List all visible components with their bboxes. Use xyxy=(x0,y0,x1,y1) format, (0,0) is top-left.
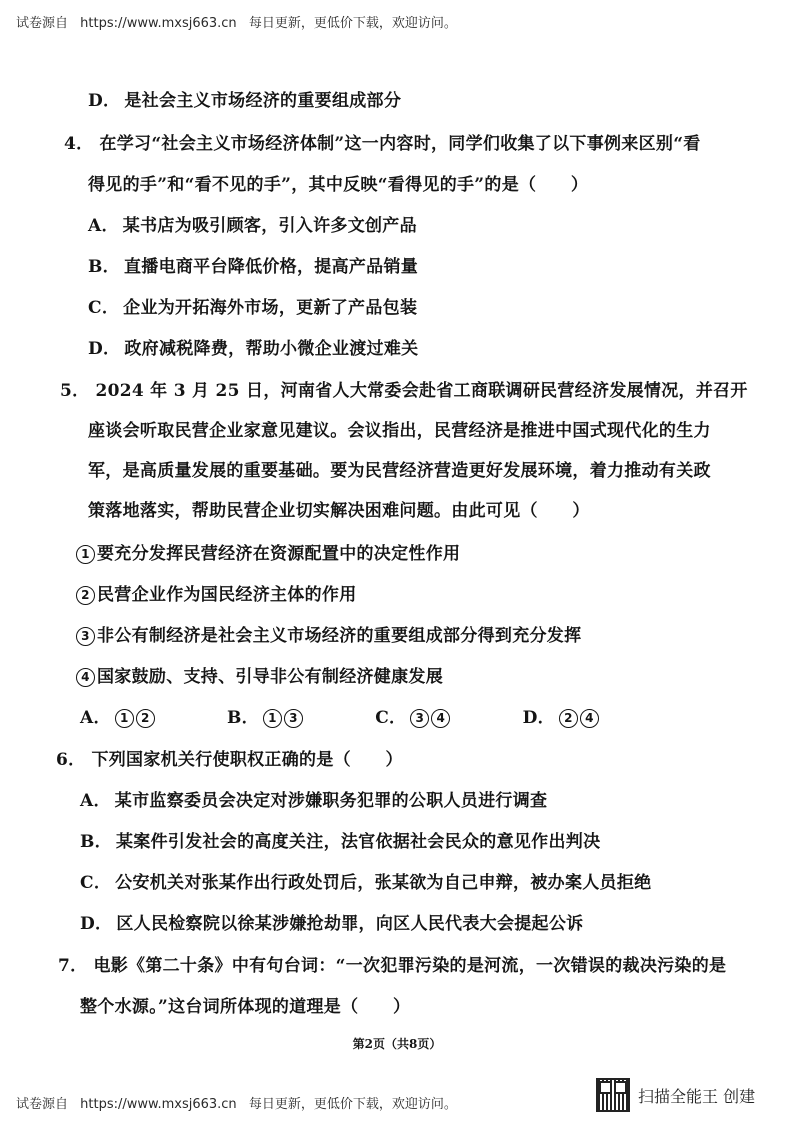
q6-option-a xyxy=(80,786,547,811)
option-letter: A． xyxy=(80,791,111,811)
q6-option-c xyxy=(80,868,651,893)
header-slogan: 每日更新，更低价下载，欢迎访问。 xyxy=(248,16,457,31)
option-text: 政府减税降费，帮助小微企业渡过难关 xyxy=(124,339,419,359)
q5-statement-4 xyxy=(76,662,443,687)
option-text: 公安机关对张某作出行政处罚后，张某欲为自己申辩，被办案人员拒绝 xyxy=(115,873,652,893)
option-text: 某案件引发社会的高度关注，法官依据社会民众的意见作出判决 xyxy=(115,832,601,852)
option-letter: A． xyxy=(88,216,119,236)
circled-number: 4 xyxy=(431,709,450,728)
statement-text: 民营企业作为国民经济主体的作用 xyxy=(97,585,357,605)
choice-letter: B． xyxy=(227,708,259,728)
choice-letter: C． xyxy=(375,708,407,728)
option-text: 某市监察委员会决定对涉嫌职务犯罪的公职人员进行调查 xyxy=(114,791,548,811)
q5-choices xyxy=(80,703,665,728)
option-text: 是社会主义市场经济的重要组成部分 xyxy=(124,91,402,111)
q5-statement-2 xyxy=(76,580,357,605)
circled-number: 2 xyxy=(76,586,95,605)
circled-number: 4 xyxy=(76,668,95,687)
choice-d xyxy=(523,703,601,728)
q7-stem-line2: 整个水源。”这台词所体现的道理是（ ） xyxy=(80,997,411,1017)
circled-number: 3 xyxy=(284,709,303,728)
statement-text: 国家鼓励、支持、引导非公有制经济健康发展 xyxy=(97,667,443,687)
choice-letter: D． xyxy=(522,708,555,728)
statement-text: 非公有制经济是社会主义市场经济的重要组成部分得到充分发挥 xyxy=(97,626,582,646)
q4-option-a xyxy=(88,211,417,236)
circled-number: 1 xyxy=(115,709,134,728)
header-source-label: 试卷源自 xyxy=(16,16,69,31)
question-number: 6． xyxy=(56,750,86,770)
question-number: 7． xyxy=(58,956,88,976)
header-url[interactable]: https://www.mxsj663.cn xyxy=(80,16,237,31)
option-letter: D． xyxy=(88,339,121,359)
option-letter: B． xyxy=(80,832,112,852)
circled-number: 3 xyxy=(410,709,429,728)
footer-source-label: 试卷源自 xyxy=(16,1097,69,1112)
option-text: 直播电商平台降低价格，提高产品销量 xyxy=(123,257,419,277)
question-number: 4． xyxy=(64,134,94,154)
option-text: 区人民检察院以徐某涉嫌抢劫罪，向区人民代表大会提起公诉 xyxy=(116,914,584,934)
q5-stem-line4: 策落地落实，帮助民营企业切实解决困难问题。由此可见（ ） xyxy=(88,501,590,521)
q5-stem-line2: 座谈会听取民营企业家意见建议。会议指出，民营经济是推进中国式现代化的生力 xyxy=(88,421,711,441)
scanner-brand: 扫描全能王 创建 xyxy=(638,1086,756,1106)
stem-text: 2024 年 3 月 25 日，河南省人大常委会赴省工商联调研民营经济发展情况，并召开 xyxy=(95,381,748,401)
question-number: 5． xyxy=(60,381,90,401)
scanner-badge xyxy=(596,1077,755,1113)
option-letter: D． xyxy=(80,914,113,934)
q5-statement-1 xyxy=(76,539,460,564)
q4-option-c xyxy=(88,293,417,318)
option-letter: D． xyxy=(88,91,121,111)
circled-number: 2 xyxy=(136,709,155,728)
q6-stem-line1 xyxy=(56,745,403,770)
q5-stem-line3: 军，是高质量发展的重要基础。要为民营经济营造更好发展环境，着力推动有关政 xyxy=(88,461,711,481)
option-text: 企业为开拓海外市场，更新了产品包装 xyxy=(123,298,418,318)
circled-number: 4 xyxy=(580,709,599,728)
option-letter: C． xyxy=(80,873,112,893)
page-number: 第2页（共8页） xyxy=(352,1037,442,1051)
footer-watermark xyxy=(16,1093,465,1112)
q7-stem-line1 xyxy=(58,951,726,976)
q6-option-b xyxy=(80,827,600,852)
footer-slogan: 每日更新，更低价下载，欢迎访问。 xyxy=(248,1097,457,1112)
stem-text: 在学习“社会主义市场经济体制”这一内容时，同学们收集了以下事例来区别“看 xyxy=(99,134,701,154)
q5-statement-3 xyxy=(76,621,581,646)
circled-number: 1 xyxy=(263,709,282,728)
choice-b xyxy=(227,703,305,728)
q6-option-d xyxy=(80,909,583,934)
circled-number: 3 xyxy=(76,627,95,646)
circled-number: 1 xyxy=(76,545,95,564)
option-text: 某书店为吸引顾客，引入许多文创产品 xyxy=(122,216,417,236)
statement-text: 要充分发挥民营经济在资源配置中的决定性作用 xyxy=(97,544,461,564)
footer-url[interactable]: https://www.mxsj663.cn xyxy=(80,1097,237,1112)
q3-option-d xyxy=(88,86,401,111)
qr-code-icon xyxy=(596,1078,630,1112)
q4-option-d xyxy=(88,334,418,359)
choice-letter: A． xyxy=(80,708,111,728)
choice-a xyxy=(80,703,157,728)
q4-option-b xyxy=(88,252,418,277)
stem-text: 下列国家机关行使职权正确的是（ ） xyxy=(91,750,403,770)
option-letter: B． xyxy=(88,257,120,277)
q4-stem-line1 xyxy=(64,129,701,154)
q4-stem-line2: 得见的手”和“看不见的手”，其中反映“看得见的手”的是（ ） xyxy=(88,175,589,195)
header-watermark xyxy=(16,12,465,31)
stem-text: 电影《第二十条》中有句台词：“一次犯罪污染的是河流，一次错误的裁决污染的是 xyxy=(93,956,727,976)
q5-stem-line1 xyxy=(60,376,748,401)
circled-number: 2 xyxy=(559,709,578,728)
choice-c xyxy=(375,703,452,728)
option-letter: C． xyxy=(88,298,120,318)
